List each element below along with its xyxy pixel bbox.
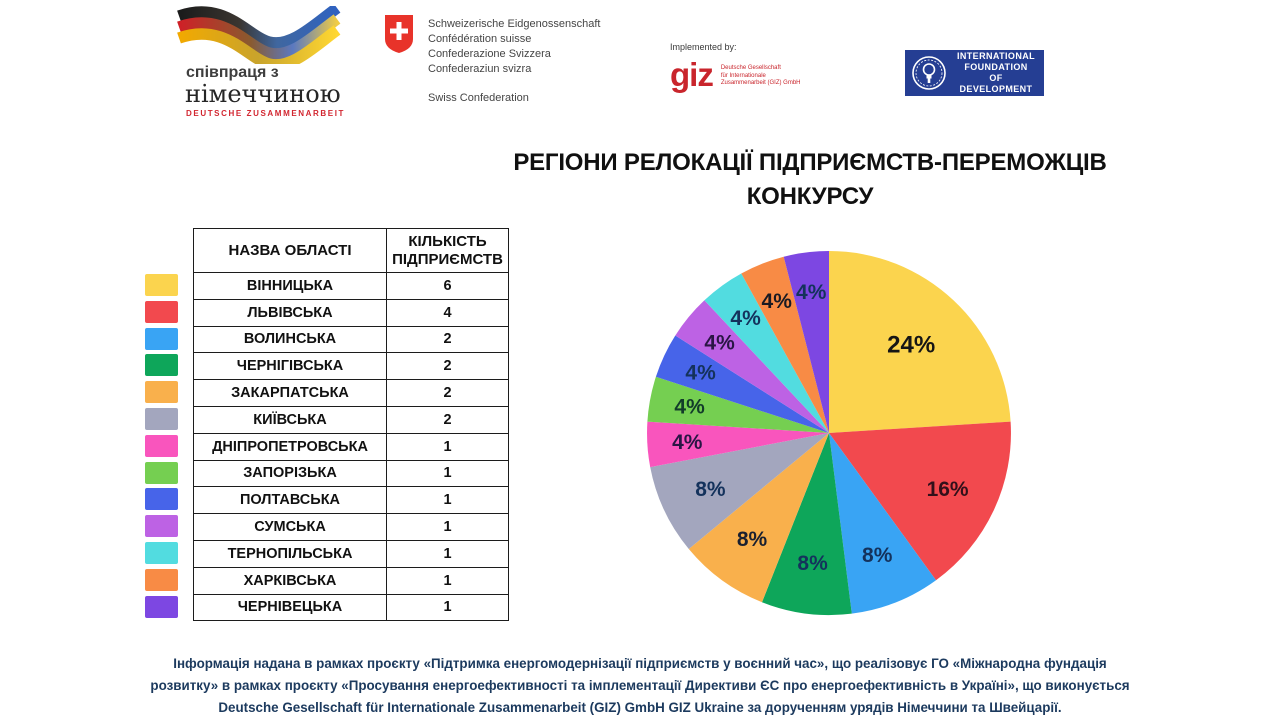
enterprise-count-cell: 1: [387, 540, 509, 567]
table-row: [194, 567, 509, 594]
pie-slice-label: 4%: [672, 430, 703, 454]
enterprise-count-cell: 1: [387, 433, 509, 460]
german-cooperation-logo: [172, 6, 352, 116]
table-row: [194, 299, 509, 326]
enterprise-count-cell: 6: [387, 273, 509, 300]
table-row: [194, 433, 509, 460]
swiss-line: Confédération suisse: [428, 33, 532, 45]
legend-swatch: [145, 515, 178, 537]
table-row: [194, 487, 509, 514]
legend-swatch: [145, 488, 178, 510]
table-row: [194, 540, 509, 567]
germany-ukraine-ribbon-icon: [172, 6, 344, 64]
table-row: [194, 380, 509, 407]
swiss-line: Confederaziun svizra: [428, 63, 532, 75]
legend-swatch: [145, 274, 178, 296]
giz-logo: [670, 42, 801, 93]
pie-slice-label: 8%: [695, 477, 726, 501]
giz-subline: Deutsche Gesellschaft: [720, 65, 781, 71]
header-region-name: НАЗВА ОБЛАСТІ: [194, 229, 387, 273]
pie-slice-label: 16%: [926, 477, 969, 501]
enterprise-count-cell: 1: [387, 567, 509, 594]
swiss-logo-text: [428, 14, 600, 106]
enterprise-count-cell: 1: [387, 487, 509, 514]
header-enterprise-count: КІЛЬКІСТЬ ПІДПРИЄМСТВ: [387, 229, 509, 273]
table-row: [194, 326, 509, 353]
giz-subline: für Internationale: [720, 72, 766, 79]
region-name-cell: КИЇВСЬКА: [194, 406, 387, 433]
pie-slice-label: 8%: [736, 528, 768, 551]
footer-line: розвитку» в рамках проєкту «Просування енергоефективності та імплементації Директиви ЄС про енергоефективність в Україні», що виконується: [150, 678, 1130, 693]
region-name-cell: ПОЛТАВСЬКА: [194, 487, 387, 514]
swiss-line: Confederazione Svizzera: [428, 48, 551, 60]
region-name-cell: ДНІПРОПЕТРОВСЬКА: [194, 433, 387, 460]
ifd-logo-text: [954, 51, 1038, 95]
giz-subline: Zusammenarbeit (GIZ) GmbH: [720, 80, 801, 86]
coop-logo-line3: DEUTSCHE ZUSAMMENARBEIT: [186, 109, 346, 118]
region-name-cell: ЗАПОРІЗЬКА: [194, 460, 387, 487]
pie-slice-label: 8%: [862, 543, 893, 567]
footer-line: Інформація надана в рамках проєкту «Підтримка енергомодернізації підприємств у воєнний час», що реалізовує ГО «Міжнародна фундація: [173, 656, 1107, 671]
table-row: [194, 514, 509, 541]
pie-slice-label: 4%: [796, 281, 827, 305]
pie-slice-label: 24%: [887, 331, 936, 359]
enterprise-count-cell: 2: [387, 326, 509, 353]
ifd-line: OF DEVELOPMENT: [959, 73, 1033, 94]
region-name-cell: ЗАКАРПАТСЬКА: [194, 380, 387, 407]
table-row: [194, 460, 509, 487]
region-name-cell: ВІННИЦЬКА: [194, 273, 387, 300]
footer-note: [90, 653, 1190, 719]
table-row: [194, 273, 509, 300]
implemented-by-label: Implemented by:: [670, 42, 737, 52]
legend-swatch: [145, 328, 178, 350]
giz-subtext: [721, 61, 801, 88]
enterprise-count-cell: 2: [387, 353, 509, 380]
ifd-line: FOUNDATION: [964, 62, 1028, 72]
coop-logo-line2: німеччиною: [185, 80, 341, 108]
region-name-cell: СУМСЬКА: [194, 514, 387, 541]
enterprise-count-cell: 2: [387, 380, 509, 407]
region-table: [193, 228, 509, 621]
pie-chart-container: [627, 231, 1031, 635]
pie-chart: [627, 231, 1031, 635]
pie-slice-label: 4%: [685, 361, 716, 385]
ifd-logo: [905, 50, 1044, 96]
legend-swatch: [145, 408, 178, 430]
table-row: [194, 406, 509, 433]
giz-wordmark: giz: [670, 56, 713, 93]
table-row: [194, 353, 509, 380]
region-name-cell: ЧЕРНІВЕЦЬКА: [194, 594, 387, 621]
coop-logo-line1: співпраця з: [186, 64, 279, 81]
enterprise-count-cell: 1: [387, 514, 509, 541]
legend-swatch: [145, 354, 178, 376]
legend-swatch: [145, 596, 178, 618]
ifd-lightbulb-emblem-icon: [911, 55, 947, 91]
legend-swatch: [145, 542, 178, 564]
swiss-shield-icon: [384, 14, 414, 54]
table-header-row: [194, 229, 509, 273]
enterprise-count-cell: 1: [387, 594, 509, 621]
enterprise-count-cell: 4: [387, 299, 509, 326]
page-title-line2: КОНКУРСУ: [746, 183, 874, 210]
enterprise-count-cell: 1: [387, 460, 509, 487]
legend-swatch: [145, 462, 178, 484]
region-name-cell: ЧЕРНІГІВСЬКА: [194, 353, 387, 380]
legend-swatch: [145, 435, 178, 457]
region-table-body: [194, 273, 509, 621]
legend-swatch: [145, 569, 178, 591]
region-name-cell: ЛЬВІВСЬКА: [194, 299, 387, 326]
pie-slice-label: 4%: [674, 395, 705, 419]
region-name-cell: ВОЛИНСЬКА: [194, 326, 387, 353]
pie-slice-label: 8%: [797, 552, 828, 575]
region-name-cell: ХАРКІВСЬКА: [194, 567, 387, 594]
pie-slice-label: 4%: [704, 331, 735, 355]
swiss-confederation-logo: [384, 14, 600, 106]
table-row: [194, 594, 509, 621]
ifd-line: INTERNATIONAL: [956, 51, 1036, 61]
page-title-line1: РЕГІОНИ РЕЛОКАЦІЇ ПІДПРИЄМСТВ-ПЕРЕМОЖЦІВ: [513, 149, 1107, 176]
legend-swatch: [145, 301, 178, 323]
page-title: [420, 146, 1200, 214]
pie-slice-label: 4%: [730, 307, 761, 331]
swiss-footer-line: Swiss Confederation: [428, 92, 529, 104]
legend-swatch: [145, 381, 178, 403]
region-name-cell: ТЕРНОПІЛЬСЬКА: [194, 540, 387, 567]
pie-slice-label: 4%: [761, 290, 792, 313]
enterprise-count-cell: 2: [387, 406, 509, 433]
swiss-line: Schweizerische Eidgenossenschaft: [428, 18, 601, 30]
footer-line: Deutsche Gesellschaft für Internationale Zusammenarbeit (GIZ) GmbH GIZ Ukraine за дорученням урядів Німеччини та Швейцарії.: [218, 700, 1062, 715]
